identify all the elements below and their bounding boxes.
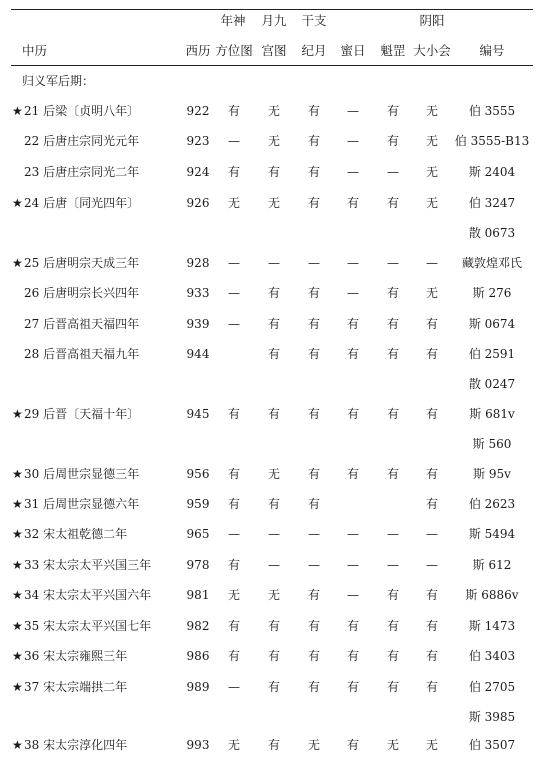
- cell-fangweitu: 有: [227, 497, 241, 511]
- cell-xili: 945: [186, 407, 210, 421]
- cell-jiyue: —: [308, 527, 320, 541]
- cell-jiyue: 有: [307, 317, 321, 331]
- cell-gongtu: —: [268, 256, 280, 270]
- cell-kuigang: —: [387, 527, 399, 541]
- cell-xili: 924: [186, 165, 210, 179]
- cell-bianhao: 伯 2705: [468, 680, 516, 694]
- cell-fangweitu: 有: [227, 619, 241, 633]
- cell-daxiaohui: 有: [425, 467, 439, 481]
- star-marker: ★: [12, 738, 23, 752]
- cell-fangweitu: 无: [227, 738, 241, 752]
- cell-daxiaohui: 有: [425, 619, 439, 633]
- cell-fangweitu: —: [228, 134, 240, 148]
- cell-gongtu: 有: [267, 286, 281, 300]
- cell-zhongli: 37 宋太宗端拱二年: [24, 680, 128, 694]
- cell-zhongli: 32 宋太祖乾德二年: [24, 527, 128, 541]
- cell-kuigang: 有: [386, 134, 400, 148]
- cell-miri: 有: [346, 680, 360, 694]
- cell-bianhao: 伯 2623: [468, 497, 516, 511]
- cell-bianhao: 伯 3247: [468, 196, 516, 210]
- star-marker: ★: [12, 680, 23, 694]
- cell-bianhao: 伯 3555-B13: [454, 134, 530, 148]
- cell-zhongli: 34 宋太宗太平兴国六年: [24, 588, 152, 602]
- cell-kuigang: 有: [386, 467, 400, 481]
- cell-zhongli: 36 宋太宗雍熙三年: [24, 649, 128, 663]
- cell-bianhao: 藏敦煌邓氏: [461, 256, 523, 270]
- section-title: 归义军后期：: [22, 74, 95, 88]
- cell-bianhao: 斯 3985: [468, 710, 516, 724]
- cell-xili: 982: [186, 619, 210, 633]
- star-marker: ★: [12, 256, 23, 270]
- cell-xili: 923: [186, 134, 210, 148]
- cell-bianhao: 斯 560: [472, 437, 512, 451]
- header-kuigang: 魁罡: [380, 43, 406, 58]
- cell-zhongli: 22 后唐庄宗同光元年: [24, 134, 140, 148]
- star-marker: ★: [12, 527, 23, 541]
- star-marker: ★: [12, 619, 23, 633]
- cell-kuigang: 无: [386, 738, 400, 752]
- star-marker: ★: [12, 497, 23, 511]
- cell-miri: —: [347, 558, 359, 572]
- cell-xili: 959: [186, 497, 210, 511]
- header-ganzhi: 干支: [301, 13, 327, 28]
- cell-kuigang: 有: [386, 407, 400, 421]
- cell-jiyue: 有: [307, 286, 321, 300]
- cell-fangweitu: 无: [227, 196, 241, 210]
- cell-fangweitu: 有: [227, 558, 241, 572]
- header-fangweitu: 方位图: [215, 43, 253, 58]
- cell-jiyue: 有: [307, 497, 321, 511]
- cell-kuigang: 有: [386, 588, 400, 602]
- cell-miri: —: [347, 527, 359, 541]
- star-marker: ★: [12, 104, 23, 118]
- cell-zhongli: 33 宋太宗太平兴国三年: [24, 558, 152, 572]
- cell-zhongli: 28 后晋高祖天福九年: [24, 347, 140, 361]
- cell-gongtu: 有: [267, 347, 281, 361]
- cell-kuigang: 有: [386, 680, 400, 694]
- cell-jiyue: 有: [307, 104, 321, 118]
- cell-daxiaohui: 无: [425, 104, 439, 118]
- cell-daxiaohui: —: [426, 527, 438, 541]
- cell-kuigang: 有: [386, 286, 400, 300]
- cell-zhongli: 21 后梁〔贞明八年〕: [24, 104, 140, 118]
- cell-gongtu: 无: [267, 196, 281, 210]
- cell-gongtu: 无: [267, 104, 281, 118]
- cell-jiyue: 有: [307, 196, 321, 210]
- cell-gongtu: —: [268, 558, 280, 572]
- cell-zhongli: 27 后晋高祖天福四年: [24, 317, 140, 331]
- cell-jiyue: 有: [307, 347, 321, 361]
- cell-bianhao: 伯 3555: [468, 104, 516, 118]
- cell-daxiaohui: 无: [425, 738, 439, 752]
- cell-xili: 986: [186, 649, 210, 663]
- cell-fangweitu: —: [228, 256, 240, 270]
- cell-miri: 有: [346, 467, 360, 481]
- cell-jiyue: 有: [307, 165, 321, 179]
- cell-fangweitu: 有: [227, 467, 241, 481]
- star-marker: ★: [12, 649, 23, 663]
- page-bottom-edge: [0, 760, 543, 765]
- cell-gongtu: 无: [267, 134, 281, 148]
- header-daxiaohui: 大小会: [413, 43, 451, 58]
- cell-jiyue: —: [308, 256, 320, 270]
- table-top-rule: [11, 9, 533, 10]
- header-jiyue: 纪月: [301, 43, 327, 58]
- cell-zhongli: 23 后唐庄宗同光二年: [24, 165, 140, 179]
- cell-miri: 有: [346, 196, 360, 210]
- header-xili: 西历: [185, 43, 211, 58]
- cell-kuigang: —: [387, 558, 399, 572]
- cell-fangweitu: 无: [227, 588, 241, 602]
- cell-miri: 有: [346, 649, 360, 663]
- cell-daxiaohui: 无: [425, 165, 439, 179]
- cell-bianhao: 伯 3403: [468, 649, 516, 663]
- cell-bianhao: 斯 95v: [473, 467, 511, 481]
- cell-gongtu: 有: [267, 649, 281, 663]
- cell-zhongli: 30 后周世宗显德三年: [24, 467, 140, 481]
- cell-daxiaohui: 有: [425, 680, 439, 694]
- cell-zhongli: 25 后唐明宗天成三年: [24, 256, 140, 270]
- cell-miri: —: [347, 286, 359, 300]
- cell-zhongli: 24 后唐〔同光四年〕: [24, 196, 140, 210]
- cell-jiyue: 有: [307, 467, 321, 481]
- cell-miri: 有: [346, 619, 360, 633]
- cell-miri: —: [347, 134, 359, 148]
- cell-kuigang: 有: [386, 347, 400, 361]
- cell-xili: 926: [186, 196, 210, 210]
- table-header-rule: [11, 65, 533, 66]
- cell-gongtu: 无: [267, 588, 281, 602]
- cell-zhongli: 38 宋太宗淳化四年: [24, 738, 128, 752]
- cell-daxiaohui: 有: [425, 588, 439, 602]
- cell-fangweitu: —: [228, 527, 240, 541]
- cell-miri: —: [347, 588, 359, 602]
- cell-kuigang: 有: [386, 619, 400, 633]
- cell-bianhao: 散 0247: [468, 377, 516, 391]
- cell-jiyue: 有: [307, 619, 321, 633]
- cell-daxiaohui: 无: [425, 286, 439, 300]
- cell-miri: 有: [346, 347, 360, 361]
- cell-jiyue: 有: [307, 649, 321, 663]
- cell-xili: 956: [186, 467, 210, 481]
- cell-miri: —: [347, 256, 359, 270]
- cell-xili: 944: [186, 347, 210, 361]
- header-bianhao: 编号: [479, 43, 505, 58]
- cell-xili: 978: [186, 558, 210, 572]
- cell-fangweitu: 有: [227, 165, 241, 179]
- cell-gongtu: —: [268, 527, 280, 541]
- cell-bianhao: 斯 681v: [469, 407, 515, 421]
- cell-jiyue: 无: [307, 738, 321, 752]
- cell-daxiaohui: 有: [425, 347, 439, 361]
- cell-gongtu: 有: [267, 680, 281, 694]
- cell-kuigang: —: [387, 256, 399, 270]
- star-marker: ★: [12, 467, 23, 481]
- header-gongtu: 宫图: [261, 43, 287, 58]
- cell-daxiaohui: 无: [425, 134, 439, 148]
- cell-bianhao: 斯 5494: [468, 527, 516, 541]
- header-miri: 蜜日: [340, 43, 366, 58]
- cell-bianhao: 伯 2591: [468, 347, 516, 361]
- cell-gongtu: 无: [267, 467, 281, 481]
- cell-gongtu: 有: [267, 619, 281, 633]
- star-marker: ★: [12, 196, 23, 210]
- cell-bianhao: 斯 2404: [468, 165, 516, 179]
- cell-kuigang: 有: [386, 317, 400, 331]
- cell-fangweitu: —: [228, 680, 240, 694]
- cell-bianhao: 斯 0674: [468, 317, 516, 331]
- cell-daxiaohui: 有: [425, 649, 439, 663]
- cell-xili: 928: [186, 256, 210, 270]
- cell-gongtu: 有: [267, 165, 281, 179]
- header-yinyang: 阴阳: [419, 13, 445, 28]
- cell-zhongli: 35 宋太宗太平兴国七年: [24, 619, 152, 633]
- cell-kuigang: —: [387, 165, 399, 179]
- star-marker: ★: [12, 588, 23, 602]
- header-zhongli: 中历: [22, 43, 48, 58]
- cell-bianhao: 斯 6886v: [465, 588, 519, 602]
- cell-zhongli: 26 后唐明宗长兴四年: [24, 286, 140, 300]
- cell-gongtu: 有: [267, 497, 281, 511]
- cell-fangweitu: 有: [227, 649, 241, 663]
- cell-xili: 965: [186, 527, 210, 541]
- cell-jiyue: 有: [307, 134, 321, 148]
- cell-gongtu: 有: [267, 407, 281, 421]
- cell-fangweitu: 有: [227, 104, 241, 118]
- star-marker: ★: [12, 558, 23, 572]
- cell-bianhao: 散 0673: [468, 226, 516, 240]
- cell-gongtu: 有: [267, 317, 281, 331]
- cell-xili: 993: [186, 738, 210, 752]
- cell-jiyue: 有: [307, 588, 321, 602]
- cell-xili: 933: [186, 286, 210, 300]
- cell-jiyue: —: [308, 558, 320, 572]
- cell-kuigang: 有: [386, 649, 400, 663]
- cell-xili: 981: [186, 588, 210, 602]
- cell-kuigang: 有: [386, 104, 400, 118]
- cell-miri: 有: [346, 317, 360, 331]
- cell-miri: 有: [346, 738, 360, 752]
- header-yuejiu: 月九: [261, 13, 287, 28]
- cell-daxiaohui: 有: [425, 497, 439, 511]
- cell-xili: 989: [186, 680, 210, 694]
- cell-bianhao: 斯 612: [472, 558, 512, 572]
- cell-daxiaohui: —: [426, 558, 438, 572]
- cell-daxiaohui: —: [426, 256, 438, 270]
- cell-zhongli: 29 后晋〔天福十年〕: [24, 407, 140, 421]
- cell-zhongli: 31 后周世宗显德六年: [24, 497, 140, 511]
- cell-xili: 939: [186, 317, 210, 331]
- cell-jiyue: 有: [307, 680, 321, 694]
- cell-miri: —: [347, 104, 359, 118]
- cell-kuigang: 有: [386, 196, 400, 210]
- cell-daxiaohui: 无: [425, 196, 439, 210]
- cell-daxiaohui: 有: [425, 407, 439, 421]
- star-marker: ★: [12, 407, 23, 421]
- cell-daxiaohui: 有: [425, 317, 439, 331]
- cell-fangweitu: —: [228, 286, 240, 300]
- header-nianshen: 年神: [220, 13, 246, 28]
- cell-miri: —: [347, 165, 359, 179]
- cell-xili: 922: [186, 104, 210, 118]
- cell-bianhao: 伯 3507: [468, 738, 516, 752]
- cell-jiyue: 有: [307, 407, 321, 421]
- cell-bianhao: 斯 276: [472, 286, 512, 300]
- cell-fangweitu: 有: [227, 407, 241, 421]
- cell-fangweitu: —: [228, 317, 240, 331]
- cell-bianhao: 斯 1473: [468, 619, 516, 633]
- cell-gongtu: 有: [267, 738, 281, 752]
- cell-miri: 有: [346, 407, 360, 421]
